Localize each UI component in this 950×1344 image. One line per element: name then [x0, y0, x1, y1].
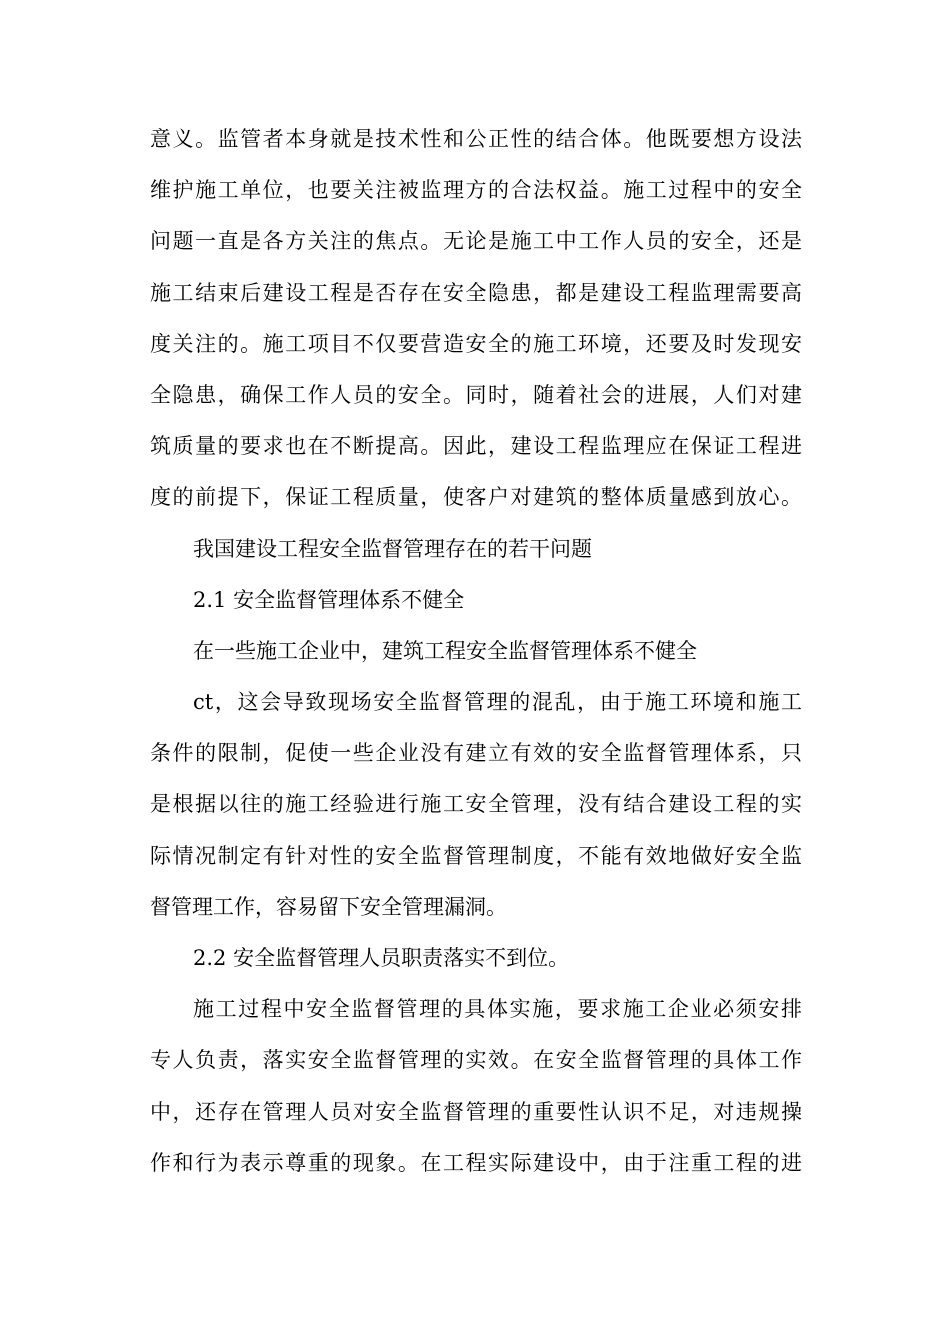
text-line: 意义。监管者本身就是技术性和公正性的结合体。他既要想方设法: [150, 127, 802, 151]
text-line: 是根据以往的施工经验进行施工安全管理，没有结合建设工程的实: [150, 792, 802, 817]
subsection-heading: 2.2 安全监督管理人员职责落实不到位。: [193, 946, 570, 970]
text-line: 督管理工作，容易留下安全管理漏洞。: [150, 894, 507, 919]
subsection-heading: 2.1 安全监督管理体系不健全: [193, 587, 465, 612]
text-line: 全隐患，确保工作人员的安全。同时，随着社会的进展，人们对建: [150, 382, 802, 407]
text-line: 度的前提下，保证工程质量，使客户对建筑的整体质量感到放心。: [150, 485, 802, 510]
text-line: 施工结束后建设工程是否存在安全隐患，都是建设工程监理需要高: [150, 280, 802, 305]
text-line: 条件的限制，促使一些企业没有建立有效的安全监督管理体系，只: [150, 741, 802, 766]
text-line: 度关注的。施工项目不仅要营造安全的施工环境，还要及时发现安: [150, 331, 802, 356]
text-line: 筑质量的要求也在不断提高。因此，建设工程监理应在保证工程进: [150, 434, 802, 459]
text-line: 中，还存在管理人员对安全监督管理的重要性认识不足，对违规操: [150, 1099, 802, 1124]
section-heading: 我国建设工程安全监督管理存在的若干问题: [193, 536, 592, 561]
text-line: ct，这会导致现场安全监督管理的混乱，由于施工环境和施工: [193, 690, 802, 715]
text-line: 在一些施工企业中，建筑工程安全监督管理体系不健全: [193, 638, 697, 663]
text-line: 问题一直是各方关注的焦点。无论是施工中工作人员的安全，还是: [150, 229, 802, 254]
document-body: [150, 114, 802, 1189]
text-line: 作和行为表示尊重的现象。在工程实际建设中，由于注重工程的进: [150, 1150, 802, 1175]
text-line: 专人负责，落实安全监督管理的实效。在安全监督管理的具体工作: [150, 1048, 802, 1073]
text-line: 际情况制定有针对性的安全监督管理制度，不能有效地做好安全监: [150, 843, 802, 868]
text-line: 施工过程中安全监督管理的具体实施，要求施工企业必须安排: [193, 997, 802, 1022]
text-line: 维护施工单位，也要关注被监理方的合法权益。施工过程中的安全: [150, 178, 802, 203]
